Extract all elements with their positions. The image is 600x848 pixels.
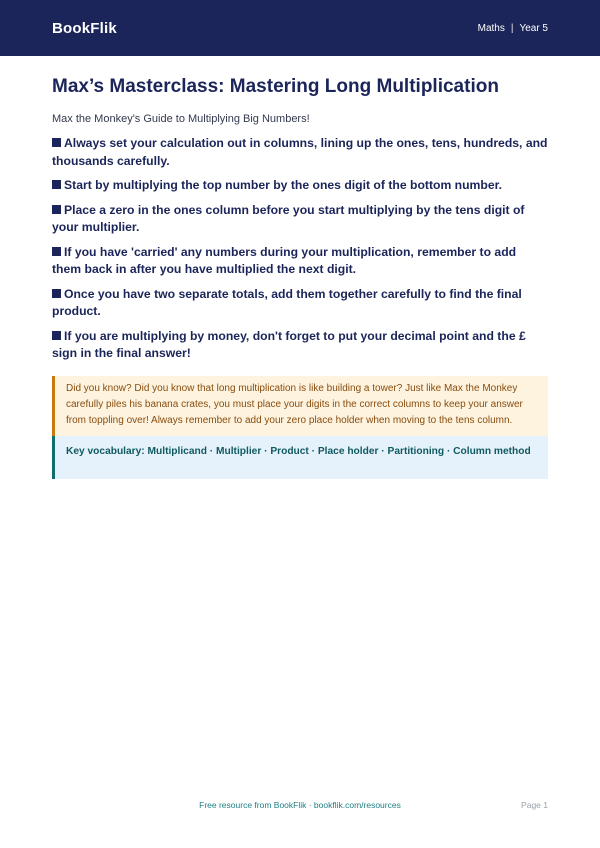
square-bullet-icon bbox=[52, 205, 61, 214]
page-subtitle: Max the Monkey's Guide to Multiplying Big Numbers! bbox=[52, 113, 310, 125]
header-meta bbox=[478, 23, 548, 34]
tip-item bbox=[52, 177, 548, 195]
tip-item bbox=[52, 202, 548, 237]
tip-text: If you have 'carried' any numbers during your multiplication, remember to add them back in after you have multiplied the next digit. bbox=[52, 244, 517, 276]
tip-text: Start by multiplying the top number by the ones digit of the bottom number. bbox=[64, 178, 503, 192]
tip-item bbox=[52, 244, 548, 279]
page-footer bbox=[52, 800, 548, 810]
footer-credit-link[interactable]: Free resource from BookFlik · bookflik.com/resources bbox=[199, 800, 401, 810]
page-content bbox=[0, 66, 600, 479]
tip-text: Once you have two separate totals, add them together carefully to find the final product. bbox=[52, 286, 522, 318]
tip-text: Always set your calculation out in columns, lining up the ones, tens, hundreds, and thousands carefully. bbox=[52, 136, 548, 168]
did-you-know-callout: Did you know? Did you know that long multiplication is like building a tower? Just like Max the Monkey carefully piles his banana crates, you must place your digits in the correct columns to keep your answer from toppling over! Always remember to add your zero place holder when moving to the tens column. bbox=[52, 376, 548, 436]
tip-item bbox=[52, 328, 548, 363]
square-bullet-icon bbox=[52, 289, 61, 298]
tip-item bbox=[52, 286, 548, 321]
square-bullet-icon bbox=[52, 247, 61, 256]
page-title: Max’s Masterclass: Mastering Long Multiplication bbox=[52, 76, 499, 97]
square-bullet-icon bbox=[52, 331, 61, 340]
tip-item bbox=[52, 135, 548, 170]
square-bullet-icon bbox=[52, 138, 61, 147]
page-number: Page 1 bbox=[521, 800, 548, 810]
meta-separator: | bbox=[510, 22, 514, 34]
year-label: Year 5 bbox=[519, 22, 548, 34]
tips-list bbox=[52, 135, 548, 363]
key-vocabulary-box: Key vocabulary: Multiplicand · Multiplier · Product · Place holder · Partitioning · Column method bbox=[52, 436, 548, 479]
subject-label: Maths bbox=[477, 22, 505, 34]
tip-text: Place a zero in the ones column before you start multiplying by the tens digit of your multiplier. bbox=[52, 202, 525, 234]
brand-logo[interactable]: BookFlik bbox=[52, 19, 117, 37]
square-bullet-icon bbox=[52, 180, 61, 189]
site-header bbox=[0, 0, 600, 56]
tip-text: If you are multiplying by money, don't forget to put your decimal point and the £ sign in the final answer! bbox=[52, 328, 526, 360]
